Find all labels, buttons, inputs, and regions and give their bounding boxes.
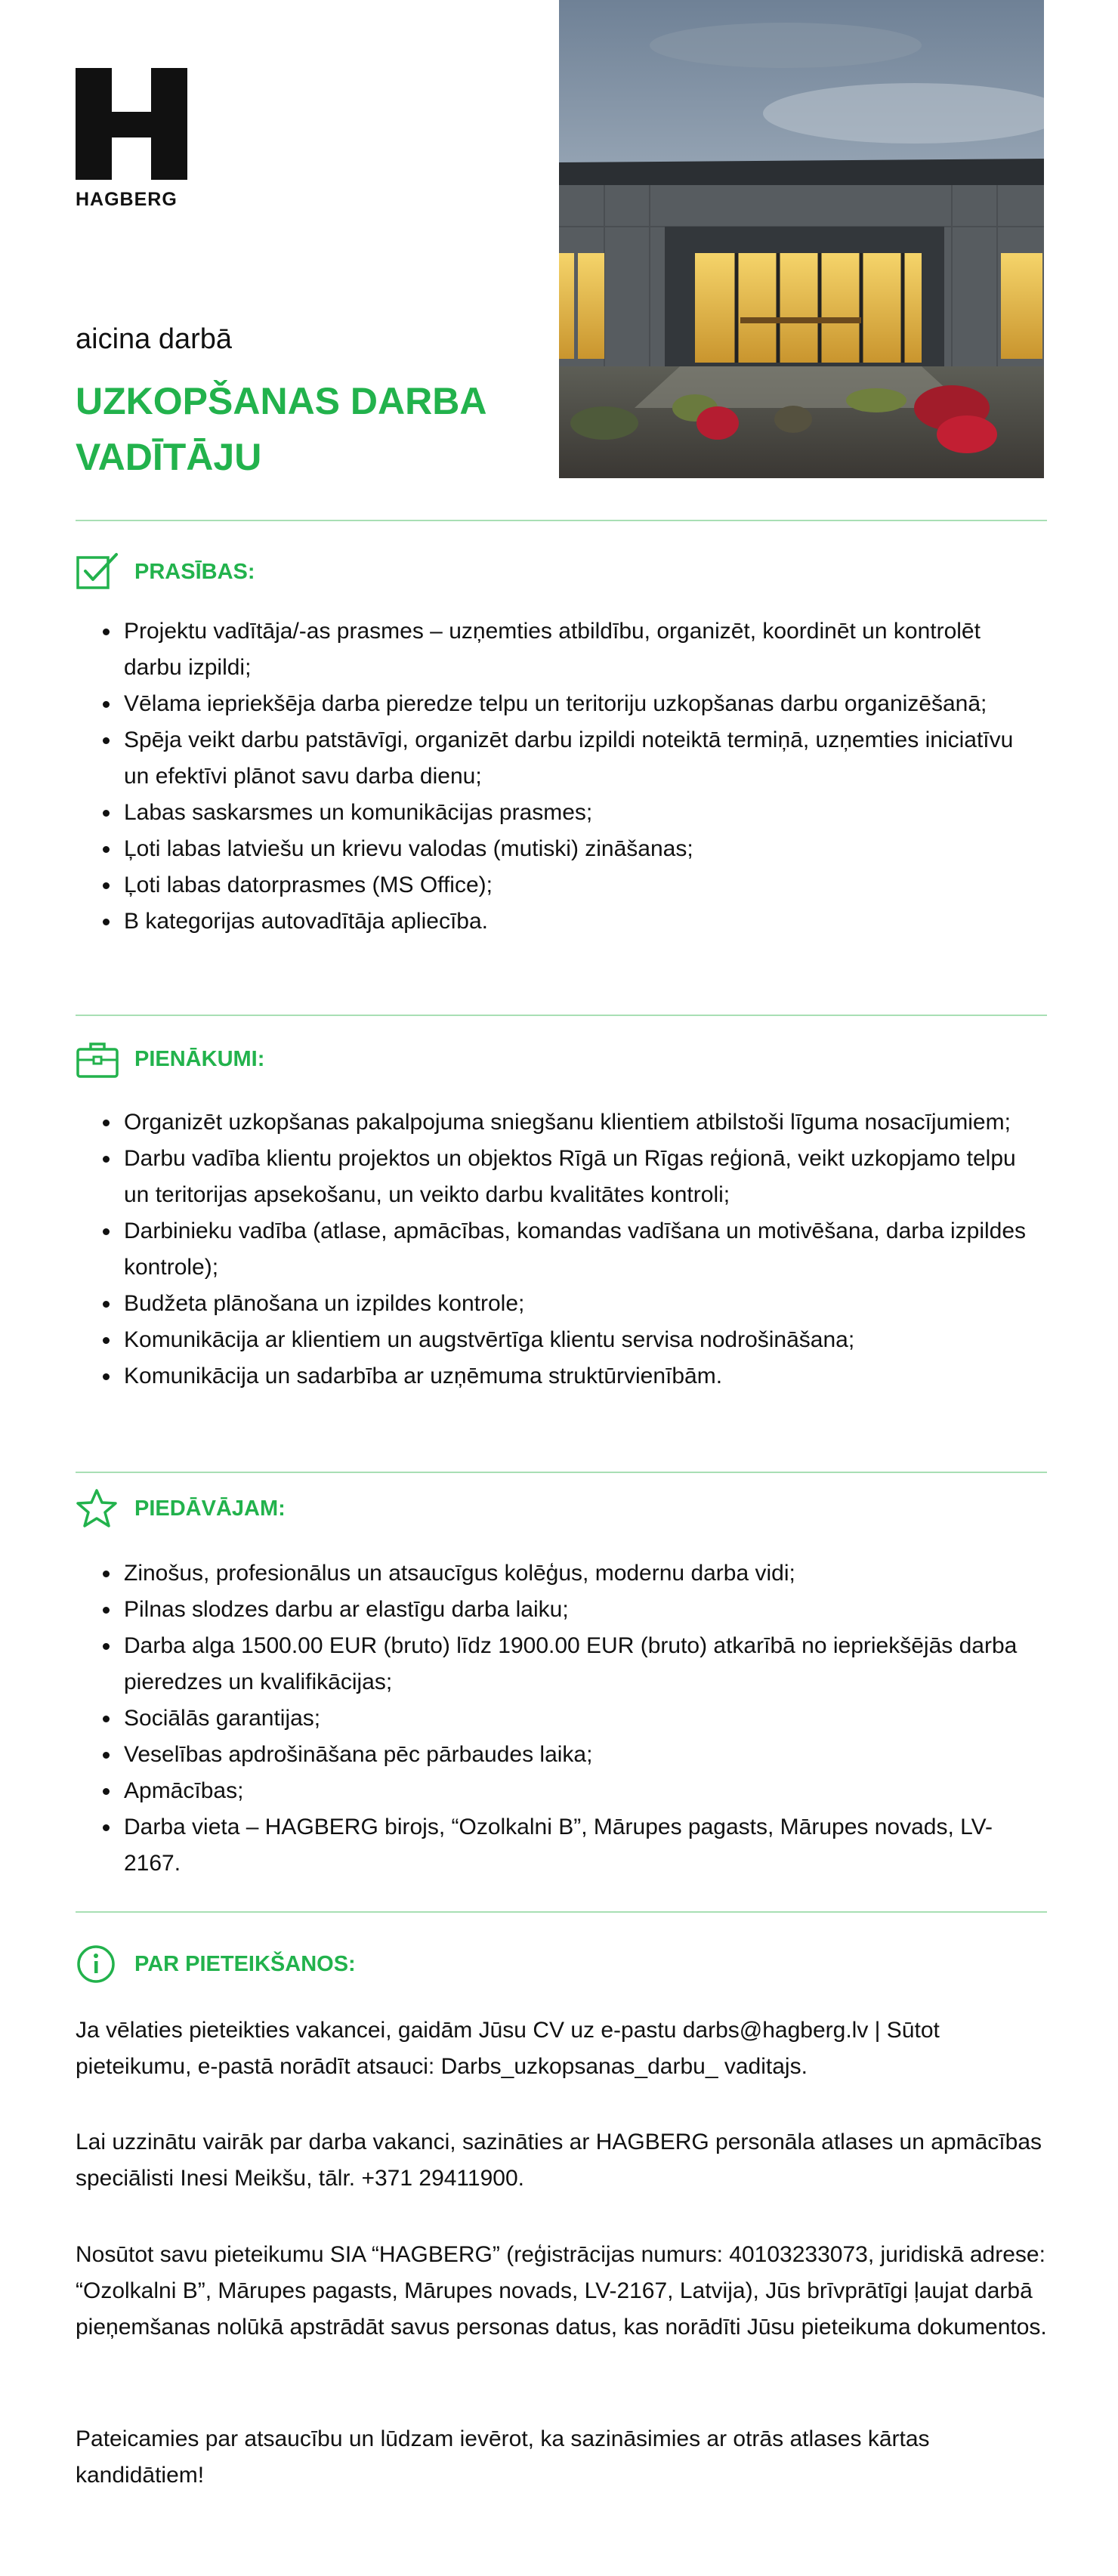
apply-header xyxy=(76,1944,356,1985)
list-item: • Budžeta plānošana un izpildes kontrole; xyxy=(121,1286,1042,1322)
checkbox-icon xyxy=(76,551,121,592)
apply-paragraph-privacy: Nosūtot savu pieteikumu SIA “HAGBERG” (reģistrācijas numurs: 40103233073, juridiskā adrese: “Ozolkalni B”, Mārupes pagasts, Mārupes novads, LV-2167, Latvija), Jūs brīvprātīgi ļaujat darbā pieņemšanas nolūkā apstrādāt savus personas datus, kas norādīti Jūsu pieteikuma dokumentos. xyxy=(76,2242,1047,2340)
apply-title: PAR PIETEIKŠANOS: xyxy=(134,1951,356,1976)
requirements-header xyxy=(76,551,255,592)
list-item: • Pilnas slodzes darbu ar elastīgu darba laiku; xyxy=(121,1592,1042,1628)
list-item: • Vēlama iepriekšēja darba pieredze telpu un teritoriju uzkopšanas darbu organizēšanā; xyxy=(121,686,1042,722)
list-item: • Ļoti labas datorprasmes (MS Office); xyxy=(121,867,1042,903)
list-item: • Darbinieku vadība (atlase, apmācības, komandas vadīšana un motivēšana, darba izpildes kontrole); xyxy=(121,1213,1042,1286)
job-title-line-2: VADĪTĀJU xyxy=(76,436,262,478)
list-item: • Veselības apdrošināšana pēc pārbaudes laika; xyxy=(121,1737,1042,1773)
apply-paragraph-contact: Lai uzzinātu vairāk par darba vakanci, sazināties ar HAGBERG personāla atlases un apmācības speciālisti Inesi Meikšu, tālr. +371 29411900. xyxy=(76,2130,1042,2191)
requirements-title: PRASĪBAS: xyxy=(134,559,255,584)
duties-list xyxy=(100,1104,1042,1395)
invite-text: aicina darbā xyxy=(76,323,233,355)
list-item: • Darba vieta – HAGBERG birojs, “Ozolkalni B”, Mārupes pagasts, Mārupes novads, LV-2167. xyxy=(121,1809,1042,1882)
offer-list xyxy=(100,1555,1042,1882)
section-divider xyxy=(76,520,1047,521)
job-title xyxy=(76,373,544,485)
list-item: • Komunikācija un sadarbība ar uzņēmuma struktūrvienībām. xyxy=(121,1358,1042,1395)
requirements-list xyxy=(100,613,1042,940)
offer-header xyxy=(76,1488,286,1529)
h-logo-icon xyxy=(76,68,187,180)
star-icon xyxy=(76,1488,121,1529)
info-icon xyxy=(76,1944,121,1985)
hagberg-logo xyxy=(76,68,189,211)
apply-paragraph-email: Ja vēlaties pieteikties vakancei, gaidām Jūsu CV uz e-pastu darbs@hagberg.lv | Sūtot pieteikumu, e-pastā norādīt atsauci: Darbs_uzkopsanas_darbu_ vaditajs. xyxy=(76,2018,940,2079)
section-divider xyxy=(76,1015,1047,1016)
briefcase-icon xyxy=(76,1039,121,1080)
list-item: • Spēja veikt darbu patstāvīgi, organizēt darbu izpildi noteiktā termiņā, uzņemties iniciatīvu un efektīvi plānot savu darba dienu; xyxy=(121,722,1042,795)
list-item: • Komunikācija ar klientiem un augstvērtīga klientu servisa nodrošināšana; xyxy=(121,1322,1042,1358)
section-divider xyxy=(76,1911,1047,1913)
list-item: • Organizēt uzkopšanas pakalpojuma sniegšanu klientiem atbilstoši līguma nosacījumiem; xyxy=(121,1104,1042,1141)
list-item: • Projektu vadītāja/-as prasmes – uzņemties atbildību, organizēt, koordinēt un kontrolēt darbu izpildi; xyxy=(121,613,1042,686)
list-item: • Darbu vadība klientu projektos un objektos Rīgā un Rīgas reģionā, veikt uzkopjamo telpu un teritorijas apsekošanu, un veikto darbu kvalitātes kontroli; xyxy=(121,1141,1042,1213)
list-item: • Zinošus, profesionālus un atsaucīgus kolēģus, modernu darba vidi; xyxy=(121,1555,1042,1592)
list-item: • Apmācības; xyxy=(121,1773,1042,1809)
job-title-line-1: UZKOPŠANAS DARBA xyxy=(76,380,487,422)
duties-header xyxy=(76,1039,264,1080)
list-item: • Ļoti labas latviešu un krievu valodas (mutiski) zināšanas; xyxy=(121,831,1042,867)
apply-paragraph-thanks: Pateicamies par atsaucību un lūdzam ievērot, ka sazināsimies ar otrās atlases kārtas kandidātiem! xyxy=(76,2426,930,2488)
list-item: • Sociālās garantijas; xyxy=(121,1700,1042,1737)
office-building-photo xyxy=(559,0,1044,478)
logo-wordmark: HAGBERG xyxy=(76,189,178,210)
offer-title: PIEDĀVĀJAM: xyxy=(134,1496,286,1521)
section-divider xyxy=(76,1472,1047,1473)
list-item: • Labas saskarsmes un komunikācijas prasmes; xyxy=(121,795,1042,831)
duties-title: PIENĀKUMI: xyxy=(134,1046,265,1071)
list-item: • B kategorijas autovadītāja apliecība. xyxy=(121,903,1042,940)
list-item: • Darba alga 1500.00 EUR (bruto) līdz 1900.00 EUR (bruto) atkarībā no iepriekšējās darba pieredzes un kvalifikācijas; xyxy=(121,1628,1042,1700)
